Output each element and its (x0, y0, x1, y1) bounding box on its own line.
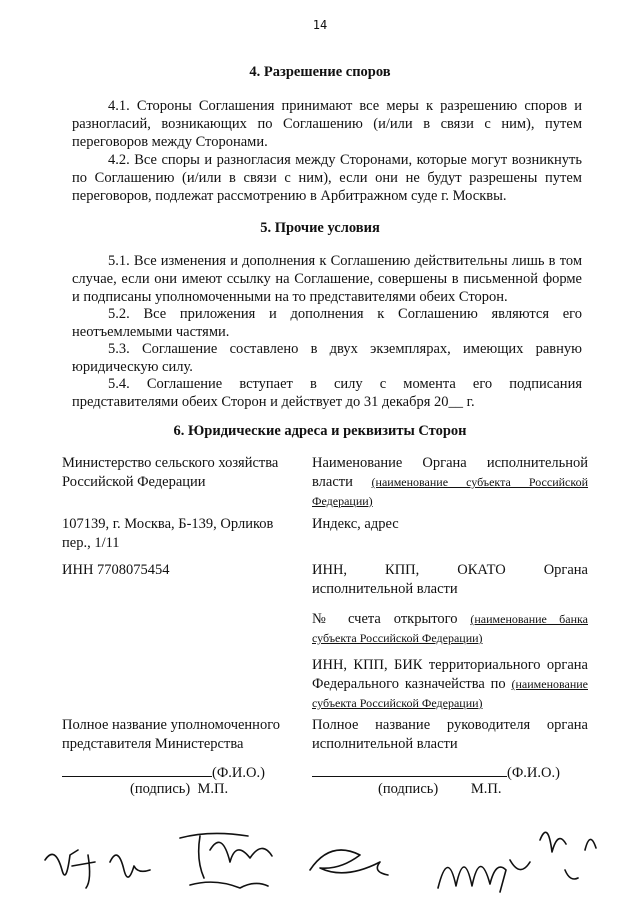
authority-head: Полное название руководителя органа исполнительной власти (312, 717, 588, 752)
authority-sign-label (378, 781, 501, 798)
account-text: № счета открытого (312, 611, 458, 627)
paragraph-5-4: 5.4. Соглашение вступает в силу с момента его подписания представителями обеих Сторон и действует до 31 декабря 20__ г. (72, 376, 582, 410)
sign-label: (подпись) (130, 781, 191, 797)
section-6-title: 6. Юридические адреса и реквизиты Сторон (173, 423, 467, 439)
fio-label: (Ф.И.О.) (212, 765, 265, 781)
paragraph-5-1: 5.1. Все изменения и дополнения к Соглашению действительны лишь в том случае, если они имеют ссылку на Соглашение, совершены в письменной форме и подписаны уполномоченными на то представителями обеих Сторон. (72, 253, 582, 305)
authority-inn: ИНН, КПП, ОКАТО Органа исполнительной власти (312, 562, 588, 597)
ministry-address: 107139, г. Москва, Б-139, Орликов пер., 1/11 (62, 516, 274, 551)
ministry-inn: ИНН 7708075454 (62, 562, 170, 578)
account-bank-note: (наименование банка субъекта Российской Федерации) (312, 612, 589, 645)
authority-subject-note: (наименование субъекта Российской Федерации) (312, 475, 589, 508)
section-5-title: 5. Прочие условия (260, 220, 380, 236)
authority-address: Индекс, адрес (312, 516, 399, 532)
signature-4 (310, 850, 388, 875)
authority-account (312, 610, 588, 648)
stamp-label: М.П. (197, 781, 229, 797)
section-4-title: 4. Разрешение споров (249, 64, 391, 80)
blank-line (62, 764, 212, 777)
stamp-label: М.П. (470, 781, 502, 797)
treasury-text: ИНН, КПП, БИК территориального органа Федерального казначейства по (312, 657, 588, 692)
ministry-name: Министерство сельского хозяйства Российской Федерации (62, 455, 279, 490)
treasury-subject-note: (наименование субъекта Российской Федерации) (312, 677, 588, 710)
authority-fio-line (312, 764, 560, 782)
signature-1 (45, 850, 95, 888)
paragraph-5-2: 5.2. Все приложения и дополнения к Соглашению являются его неотъемлемыми частями. (72, 306, 582, 340)
page-number: 14 (312, 18, 328, 32)
blank-line (312, 764, 507, 777)
handwritten-signatures (0, 800, 640, 905)
paragraph-4-2: 4.2. Все споры и разногласия между Сторонами, которые могут возникнуть по Соглашению (и/или в связи с ним), если они не будут разрешены путем переговоров, подлежат рассмотрению в Арбитражном суде г. Москвы. (72, 152, 582, 204)
authority-name (312, 454, 588, 511)
authority-name-text: Наименование Органа исполнительной власти (312, 455, 588, 490)
signature-5 (438, 832, 596, 892)
paragraph-4-1: 4.1. Стороны Соглашения принимают все меры к разрешению споров и разногласий, возникающих по Соглашению (и/или в связи с ним), путем переговоров между Сторонами. (72, 98, 582, 150)
fio-label: (Ф.И.О.) (507, 765, 560, 781)
ministry-representative: Полное название уполномоченного представителя Министерства (62, 717, 281, 752)
signature-2 (110, 855, 150, 877)
paragraph-5-3: 5.3. Соглашение составлено в двух экземплярах, имеющих равную юридическую силу. (72, 341, 582, 375)
ministry-fio-line (62, 764, 265, 782)
authority-treasury (312, 656, 588, 713)
signature-3 (180, 833, 272, 888)
sign-label: (подпись) (378, 781, 439, 797)
ministry-sign-label (130, 781, 228, 798)
